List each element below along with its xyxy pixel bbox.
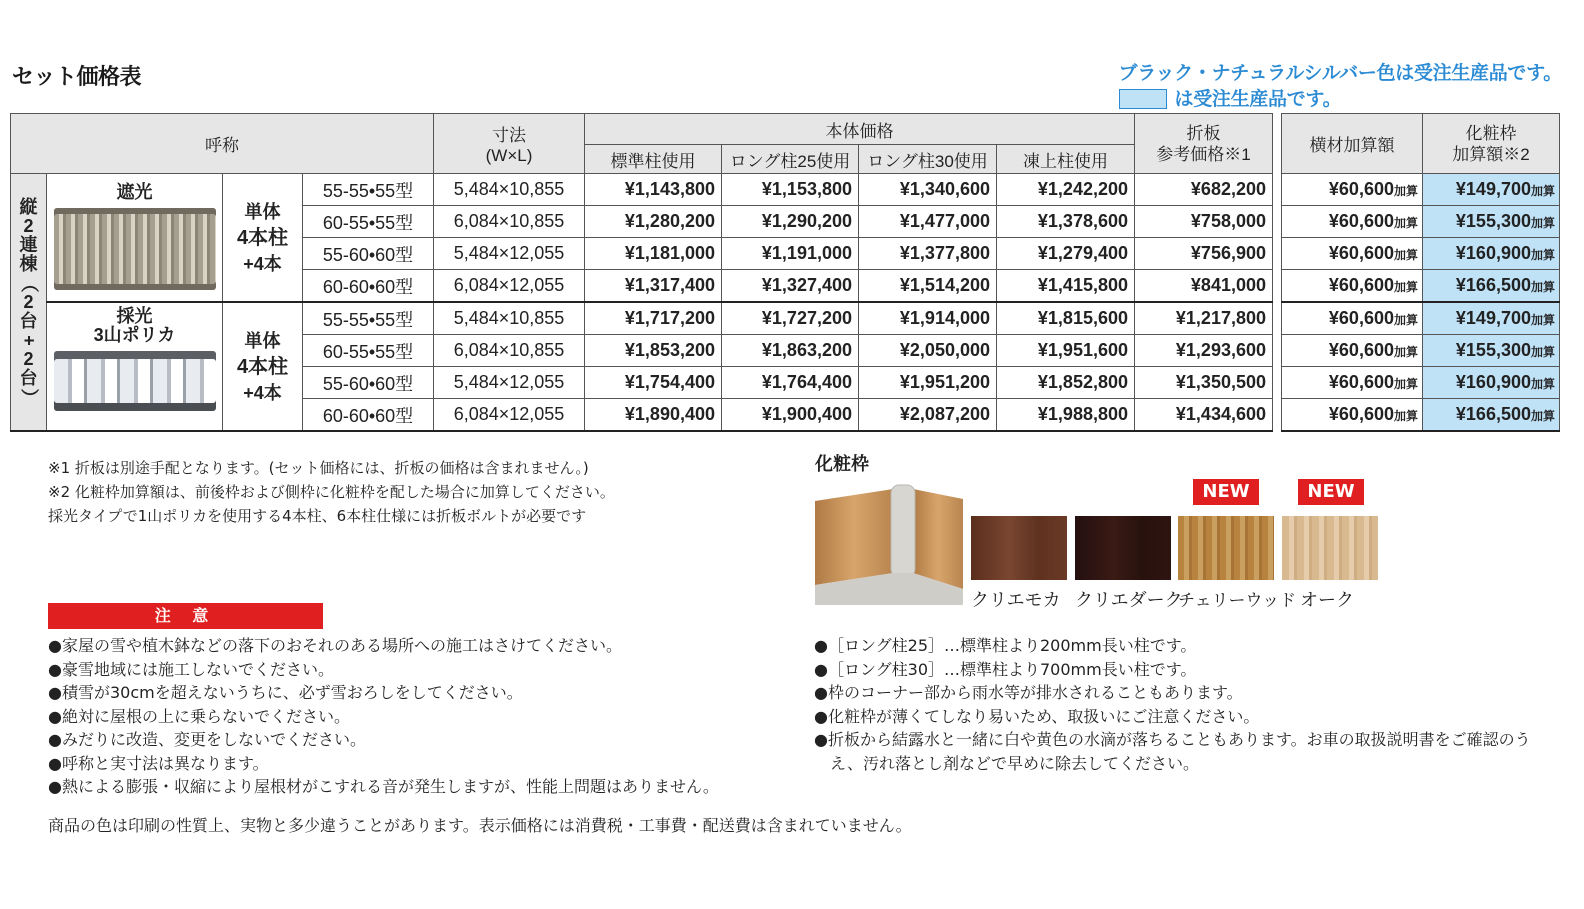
price-table-wrap [10,113,1560,432]
price-frost: ¥1,852,800 [997,367,1135,399]
footnote-2: ※2 化粧枠加算額は、前後枠および側枠に化粧枠を配した場合に加算してください。 [48,483,615,501]
row-label-char: 棟 [19,253,38,274]
footnote-1: ※1 折板は別途手配となります。(セット価格には、折板の価格は含まれません。) [48,459,589,477]
row-label-char: 連 [19,234,38,255]
caution-item: ●熱による膨張・収縮により屋根材がこすれる音が発生しますが、性能上問題はありません。 [48,777,719,796]
price-std: ¥1,181,000 [585,238,722,270]
color-chip-dark [1075,516,1171,580]
header-body-price: 本体価格 [585,114,1135,145]
row-label-char: 台 [19,367,38,388]
header-frost: 凍上柱使用 [997,145,1135,174]
made-to-order-notice [1119,60,1562,112]
row-label-char: 縦 [19,196,38,217]
notice-line2-row [1119,86,1562,112]
light-roof-image [54,351,216,411]
price-frost: ¥1,242,200 [997,174,1135,206]
caution2-item: ●折板から結露水と一緒に白や黄色の水滴が落ちることもあります。お車の取扱説明書をご確認のう [814,730,1531,749]
frame-add: ¥160,900加算 [1423,367,1560,399]
frame-add: ¥155,300加算 [1423,206,1560,238]
beam-add: ¥60,600加算 [1282,174,1423,206]
footnotes [48,456,615,528]
price-long30: ¥1,514,200 [859,270,997,303]
row-label-char: 2 [23,291,34,312]
header-folding: 折板 参考価格※1 [1135,114,1273,174]
model: 55-60•60型 [303,238,434,270]
price-long25: ¥1,153,800 [722,174,859,206]
beam-add: ¥60,600加算 [1282,302,1423,335]
model: 60-60•60型 [303,270,434,303]
price-long30: ¥1,377,800 [859,238,997,270]
price-long30: ¥1,340,600 [859,174,997,206]
row-label-text [11,198,46,407]
bottom-note: 商品の色は印刷の性質上、実物と多少違うことがあります。表示価格には消費税・工事費・配送費は含まれていません。 [48,816,912,835]
caution-item: ●豪雪地域には施工しないでください。 [48,659,334,679]
price-folding: ¥756,900 [1135,238,1273,270]
beam-add: ¥60,600加算 [1282,399,1423,432]
color-label-cherry: チェリーウッド [1178,591,1297,611]
price-std: ¥1,280,200 [585,206,722,238]
caution2-item: ●［ロング柱25］…標準柱より200mm長い柱です。 [814,636,1197,655]
color-chip-mocha [971,516,1067,580]
footnote-3: 採光タイプで1山ポリカを使用する4本柱、6本柱仕様には折板ボルトが必要です [48,507,587,525]
caution-item: ●みだりに改造、変更をしないでください。 [48,730,366,749]
price-frost: ¥1,415,800 [997,270,1135,303]
size: 5,484×12,055 [434,238,585,270]
size: 5,484×12,055 [434,367,585,399]
color-label-oak: オーク [1300,590,1354,611]
frame-add: ¥166,500加算 [1423,270,1560,303]
price-std: ¥1,317,400 [585,270,722,303]
price-folding: ¥1,293,600 [1135,335,1273,367]
caution-header: 注 意 [48,603,323,629]
price-frost: ¥1,279,400 [997,238,1135,270]
caution-item: ●家屋の雪や植木鉢などの落下のおそれのある場所への施工はさけてください。 [48,636,622,655]
price-folding: ¥841,000 [1135,270,1273,303]
price-long25: ¥1,863,200 [722,335,859,367]
row-label-char: ） [19,388,39,406]
frame-add: ¥149,700加算 [1423,174,1560,206]
keshou-title: 化粧枠 [815,454,869,475]
caution-list-2 [814,634,1564,775]
caution2-item: ●［ロング柱30］…標準柱より700mm長い柱です。 [814,659,1197,679]
frame-add: ¥160,900加算 [1423,238,1560,270]
caution-list [48,634,719,799]
unit-cell-light: 単体 4本柱 +4本 [223,302,303,431]
frame-add: ¥155,300加算 [1423,335,1560,367]
new-badge-cherry: NEW [1193,479,1259,505]
model: 60-55•55型 [303,335,434,367]
price-long30: ¥1,477,000 [859,206,997,238]
model: 55-55•55型 [303,174,434,206]
size: 6,084×12,055 [434,270,585,303]
frame-add: ¥149,700加算 [1423,302,1560,335]
price-long25: ¥1,764,400 [722,367,859,399]
size: 5,484×10,855 [434,174,585,206]
frame-corner-image [815,481,963,605]
price-std: ¥1,890,400 [585,399,722,432]
price-std: ¥1,717,200 [585,302,722,335]
model: 55-60•60型 [303,367,434,399]
header-name: 呼称 [11,114,434,174]
price-frost: ¥1,815,600 [997,302,1135,335]
blue-legend-swatch [1119,89,1167,109]
caution-item: ●積雪が30cmを超えないうちに、必ず雪おろしをしてください。 [48,683,523,702]
header-long25: ロング柱25使用 [722,145,859,174]
row-label-char: + [19,334,39,346]
caution2-item: え、汚れ落とし剤などで早めに除去してください。 [830,753,1199,773]
beam-add: ¥60,600加算 [1282,335,1423,367]
color-label-mocha: クリエモカ [971,590,1061,611]
caution-item: ●呼称と実寸法は異なります。 [48,753,269,773]
notice-line2: は受注生産品です。 [1174,88,1342,110]
header-frame: 化粧枠 加算額※2 [1423,114,1560,174]
size: 5,484×10,855 [434,302,585,335]
price-long25: ¥1,327,400 [722,270,859,303]
price-folding: ¥1,217,800 [1135,302,1273,335]
frame-add: ¥166,500加算 [1423,399,1560,432]
price-folding: ¥758,000 [1135,206,1273,238]
row-label-char: （ [19,274,39,292]
price-folding: ¥1,350,500 [1135,367,1273,399]
price-long25: ¥1,727,200 [722,302,859,335]
price-long30: ¥1,914,000 [859,302,997,335]
caution2-item: ●枠のコーナー部から雨水等が排水されることもあります。 [814,683,1243,702]
price-std: ¥1,754,400 [585,367,722,399]
price-table [10,113,1560,432]
row-label-char: 台 [19,310,38,331]
price-long25: ¥1,191,000 [722,238,859,270]
header-beam: 横材加算額 [1282,114,1423,174]
price-frost: ¥1,951,600 [997,335,1135,367]
row-label-char: 2 [23,215,34,236]
color-chip-oak [1282,516,1378,580]
price-folding: ¥1,434,600 [1135,399,1273,432]
new-badge-oak: NEW [1298,479,1364,505]
notice-line1: ブラック・ナチュラルシルバー色は受注生産品です。 [1118,62,1562,84]
price-long25: ¥1,900,400 [722,399,859,432]
beam-add: ¥60,600加算 [1282,367,1423,399]
price-frost: ¥1,988,800 [997,399,1135,432]
page-title: セット価格表 [12,65,142,90]
size: 6,084×12,055 [434,399,585,432]
model: 60-55•55型 [303,206,434,238]
beam-add: ¥60,600加算 [1282,206,1423,238]
header-std: 標準柱使用 [585,145,722,174]
unit-cell-shade: 単体 4本柱 +4本 [223,174,303,303]
size: 6,084×10,855 [434,206,585,238]
price-long30: ¥2,087,200 [859,399,997,432]
header-size: 寸法 (W×L) [434,114,585,174]
model: 60-60•60型 [303,399,434,432]
price-frost: ¥1,378,600 [997,206,1135,238]
color-label-dark: クリエダーク [1075,590,1183,611]
beam-add: ¥60,600加算 [1282,270,1423,303]
price-std: ¥1,853,200 [585,335,722,367]
caution2-item: ●化粧枠が薄くてしなり易いため、取扱いにご注意ください。 [814,706,1260,726]
beam-add: ¥60,600加算 [1282,238,1423,270]
row-label-vertical [11,174,47,432]
shade-roof-image [54,208,216,290]
price-folding: ¥682,200 [1135,174,1273,206]
model: 55-55•55型 [303,302,434,335]
color-chip-cherry [1178,516,1274,580]
price-long30: ¥1,951,200 [859,367,997,399]
type-light: 採光 3山ポリカ [47,302,223,431]
size: 6,084×10,855 [434,335,585,367]
caution-item: ●絶対に屋根の上に乗らないでください。 [48,706,350,726]
price-long25: ¥1,290,200 [722,206,859,238]
price-long30: ¥2,050,000 [859,335,997,367]
header-long30: ロング柱30使用 [859,145,997,174]
type-shade: 遮光 [47,174,223,303]
row-label-char: 2 [23,348,34,369]
price-std: ¥1,143,800 [585,174,722,206]
